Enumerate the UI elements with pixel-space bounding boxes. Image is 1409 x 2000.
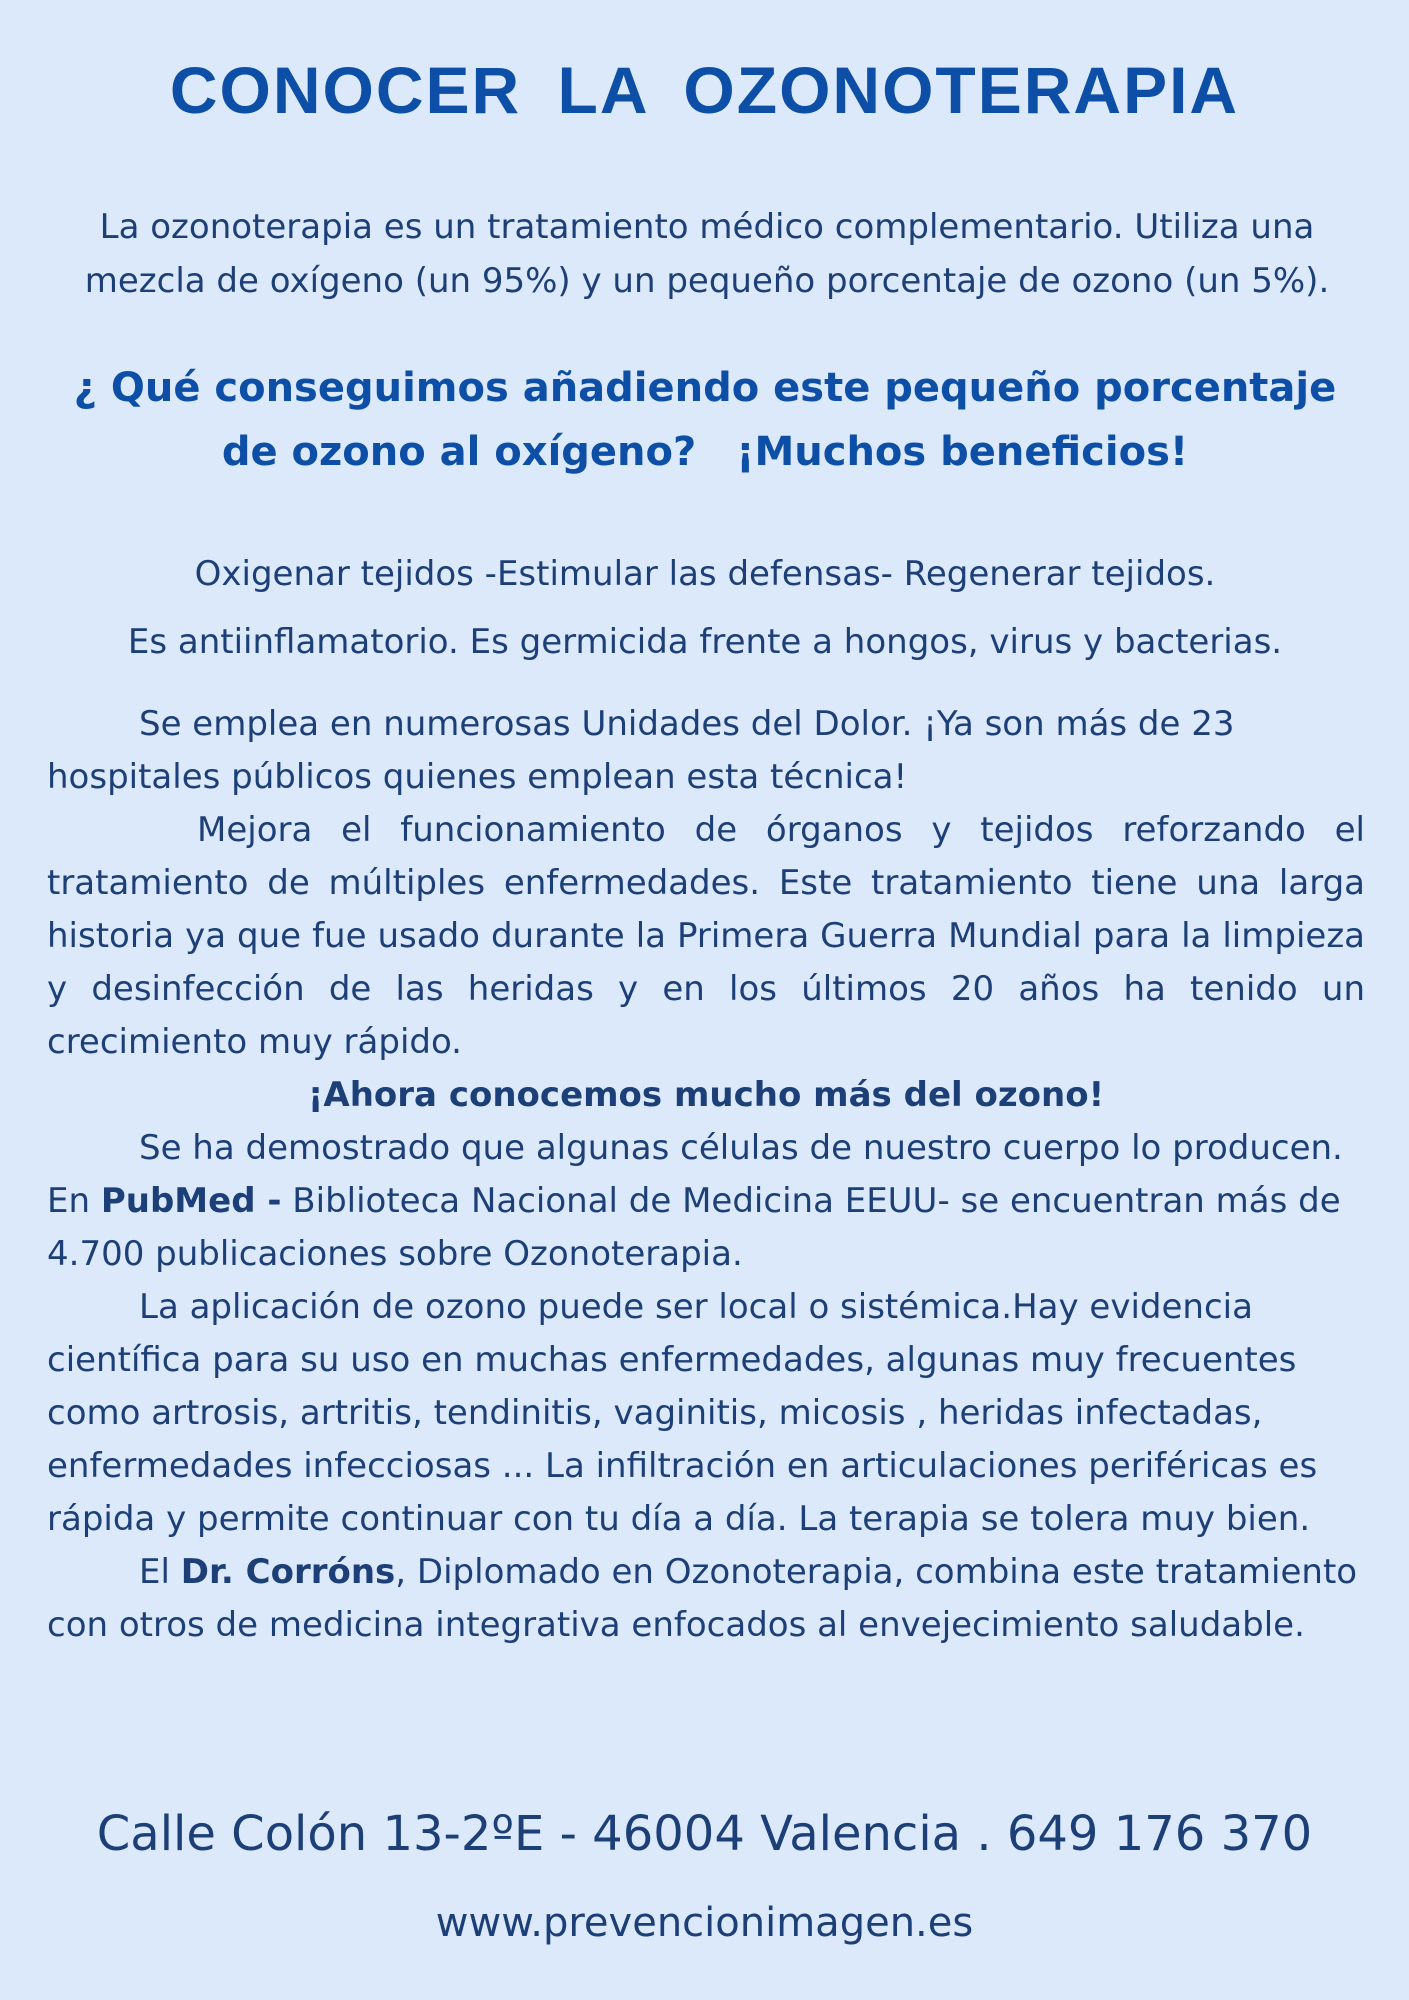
highlight-text: ¡Ahora conocemos mucho más del ozono! bbox=[307, 1075, 1105, 1115]
paragraph-pubmed-text-a: Se ha demostrado que algunas células de nuestro cuerpo lo producen. En bbox=[47, 1128, 1343, 1221]
paragraph-doctor bbox=[47, 1546, 1365, 1652]
intro-text bbox=[47, 200, 1367, 308]
contact-website[interactable]: www.prevencionimagen.es bbox=[435, 1900, 974, 1946]
paragraph-pubmed-text-b: Biblioteca Nacional de Medicina EEUU- se encuentran más de 4.700 publicaciones sobre Ozonoterapia. bbox=[47, 1181, 1341, 1274]
paragraph-pain-units bbox=[47, 698, 1365, 804]
intro-line-1: La ozonoterapia es un tratamiento médico complementario. Utiliza una bbox=[99, 207, 1315, 247]
paragraph-application-text: La aplicación de ozono puede ser local o sistémica.Hay evidencia científica para su uso en muchas enfermedades, algunas muy frecuentes como artrosis, artritis, tendinitis, vaginitis, micosis , heridas infectadas, enfermedades infecciosas ... La infiltración en articulaciones periféricas es rápida y permite continuar con tu día a día. La terapia se tolera muy bien. bbox=[47, 1287, 1318, 1539]
doctor-name: Dr. Corróns bbox=[180, 1552, 396, 1592]
question-line-2 bbox=[40, 420, 1370, 484]
body-text bbox=[47, 698, 1365, 1652]
question-part-a: de ozono al oxígeno? bbox=[221, 429, 697, 475]
paragraph-history-text: Mejora el funcionamiento de órganos y tejidos reforzando el tratamiento de múltiples enfermedades. Este tratamiento tiene una larga historia ya que fue usado durante la Primera Guerra Mundial para la limpieza y desinfección de las heridas y en los últimos 20 años ha tenido un crecimiento muy rápido. bbox=[47, 810, 1365, 1062]
page-title: CONOCER LA OZONOTERAPIA bbox=[169, 53, 1240, 127]
paragraph-application bbox=[47, 1281, 1365, 1546]
question-heading bbox=[40, 356, 1370, 484]
contact-address: Calle Colón 13-2ºE - 46004 Valencia . 649 176 370 bbox=[96, 1806, 1313, 1862]
paragraph-pain-units-text: Se emplea en numerosas Unidades del Dolor. ¡Ya son más de 23 hospitales públicos quienes emplean esta técnica! bbox=[47, 704, 1235, 797]
benefits-line-2: Es antiinflamatorio. Es germicida frente a hongos, virus y bacterias. bbox=[127, 622, 1283, 662]
paragraph-doctor-text-b: , Diplomado en Ozonoterapia, combina este tratamiento con otros de medicina integrativa enfocados al envejecimiento saludable. bbox=[47, 1552, 1358, 1645]
paragraph-history bbox=[47, 804, 1365, 1069]
paragraph-doctor-text-a: El bbox=[139, 1552, 181, 1592]
intro-line-2: mezcla de oxígeno (un 95%) y un pequeño porcentaje de ozono (un 5%). bbox=[84, 261, 1330, 301]
benefits-line-1: Oxigenar tejidos -Estimular las defensas- Regenerar tejidos. bbox=[194, 554, 1216, 594]
paragraph-pubmed bbox=[47, 1122, 1365, 1281]
pubmed-label: PubMed - bbox=[100, 1181, 282, 1221]
question-line-1: ¿ Qué conseguimos añadiendo este pequeño porcentaje bbox=[73, 365, 1337, 411]
question-part-b: ¡Muchos beneficios! bbox=[736, 429, 1189, 475]
benefits-list bbox=[40, 540, 1370, 676]
